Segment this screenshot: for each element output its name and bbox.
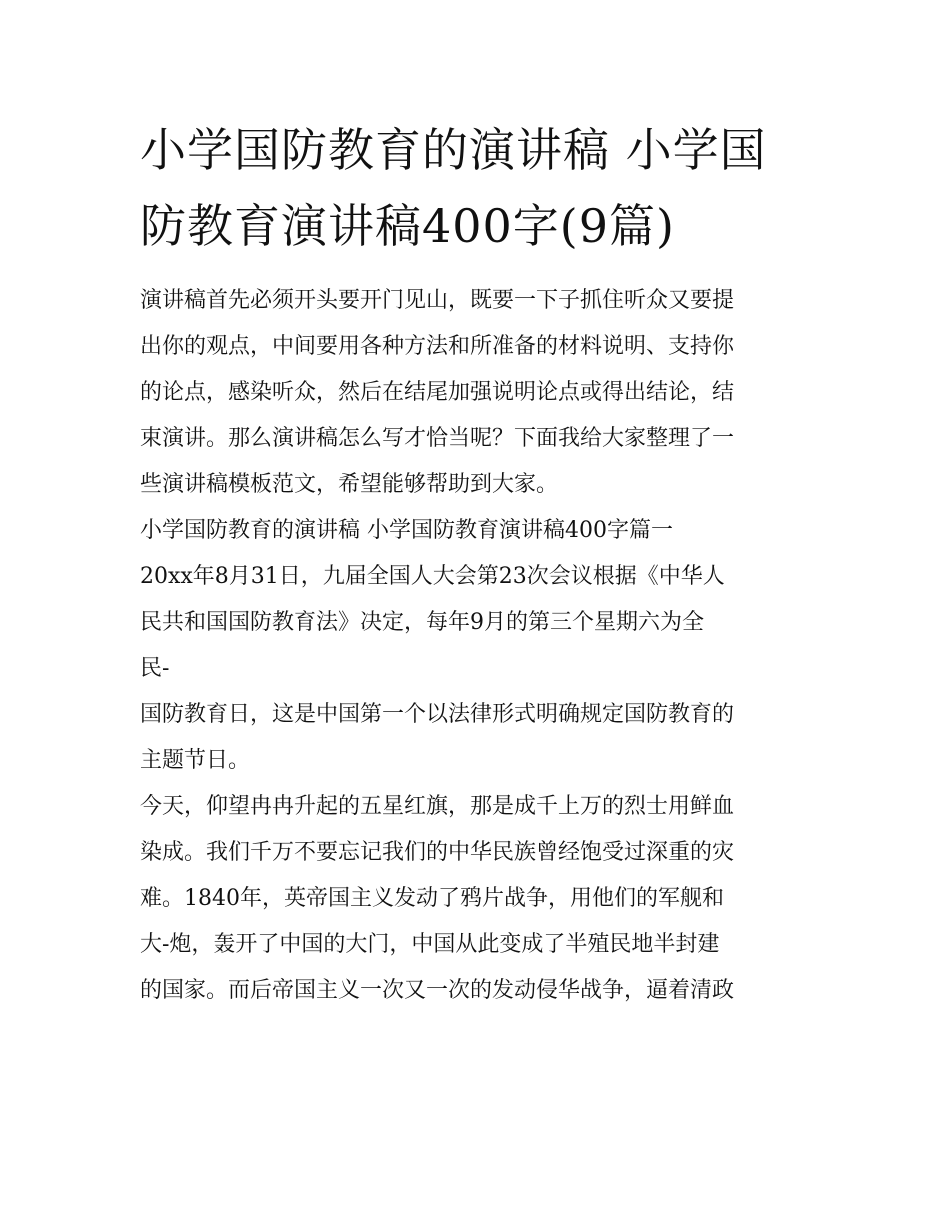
section-heading: 小学国防教育的演讲稿 小学国防教育演讲稿400字篇一 [140, 518, 673, 543]
body-line: 民共和国国防教育法》决定，每年9月的第三个星期六为全 [140, 610, 704, 635]
body-line: 束演讲。那么演讲稿怎么写才恰当呢？下面我给大家整理了一 [140, 426, 735, 451]
body-line: 的论点，感染听众，然后在结尾加强说明论点或得出结论，结 [140, 380, 735, 405]
body-line: 民- [140, 656, 170, 681]
title-line: 小学国防教育的演讲稿 小学国 [140, 123, 767, 177]
document-body [140, 278, 840, 1014]
body-line: 大-炮，轰开了中国的大门，中国从此变成了半殖民地半封建 [140, 932, 720, 957]
body-line: 演讲稿首先必须开头要开门见山，既要一下子抓住听众又要提 [140, 288, 735, 313]
document-title [140, 112, 840, 264]
title-line: 防教育演讲稿400字(9篇) [140, 199, 675, 253]
body-line: 些演讲稿模板范文，希望能够帮助到大家。 [140, 472, 559, 497]
body-line: 染成。我们千万不要忘记我们的中华民族曾经饱受过深重的灾 [140, 840, 735, 865]
body-line: 的国家。而后帝国主义一次又一次的发动侵华战争，逼着清政 [140, 978, 735, 1003]
body-line: 国防教育日，这是中国第一个以法律形式明确规定国防教育的 [140, 702, 735, 727]
body-line: 今天，仰望冉冉升起的五星红旗，那是成千上万的烈士用鲜血 [140, 794, 735, 819]
body-line: 主题节日。 [140, 748, 251, 773]
body-line: 难。1840年，英帝国主义发动了鸦片战争，用他们的军舰和 [140, 886, 724, 911]
body-line: 出你的观点，中间要用各种方法和所准备的材料说明、支持你 [140, 334, 735, 359]
body-line: 20xx年8月31日，九届全国人大会第23次会议根据《中华人 [140, 564, 725, 589]
